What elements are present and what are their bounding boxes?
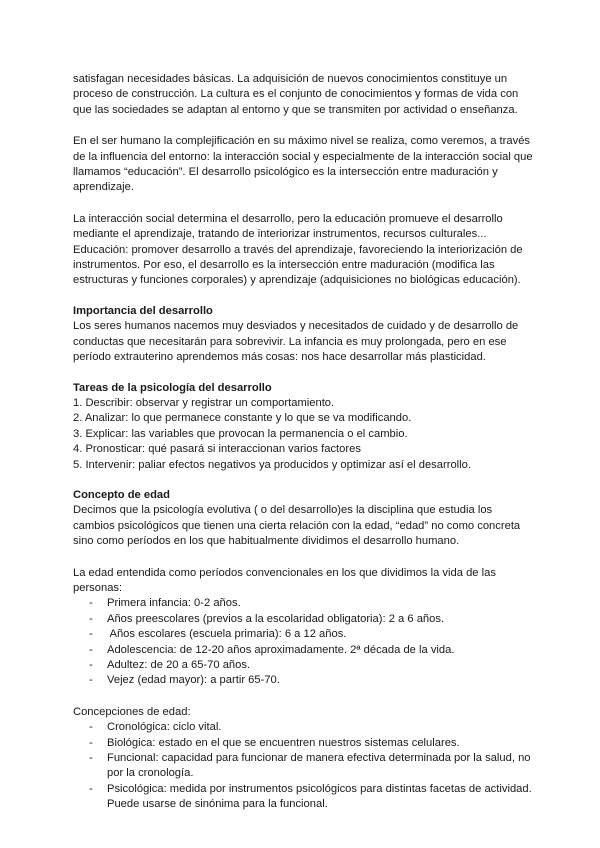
list-item: - Cronológica: ciclo vital. [73,720,533,735]
tareas-list [73,396,533,473]
heading-tareas: Tareas de la psicología del desarrollo [73,381,272,394]
list-item: - Biológica: estado en el que se encuentren nuestros sistemas celulares. [73,736,533,751]
intro-paragraph-3: La interacción social determina el desarrollo, pero la educación promueve el desarrollo mediante el aprendizaje, tratando de interiorizar instrumentos, recursos culturales... Educación: promover desarrollo a través del aprendizaje, favoreciendo la interiorización de instrumentos. Por eso, el desarrollo es la intersección entre maduración (modifica las estructuras y funciones corporales) y aprendizaje (adquisiciones no biológicas educación). [73,212,523,287]
list-item: 4. Pronosticar: qué pasará si interaccionan varios factores [73,443,361,456]
list-item: - Adultez: de 20 a 65-70 años. [73,658,533,673]
periods-list [73,596,533,688]
list-item: - Psicológica: medida por instrumentos psicológicos para distintas facetas de actividad. Puede usarse de sinónima para la funcional. [73,782,533,813]
list-item: 1. Describir: observar y registrar un comportamiento. [73,396,335,409]
concepciones-intro: Concepciones de edad: [73,705,191,718]
list-item: - Funcional: capacidad para funcionar de manera efectiva determinada por la salud, no por la cronología. [73,751,533,782]
intro-paragraph-1: satisfagan necesidades básicas. La adquisición de nuevos conocimientos constituye un proceso de construcción. La cultura es el conjunto de conocimientos y formas de vida con que las sociedades se adaptan al entorno y que se transmiten por actividad o enseñanza. [73,73,519,116]
list-item: 3. Explicar: las variables que provocan la permanencia o el cambio. [73,427,408,440]
edad-paragraph: Decimos que la psicología evolutiva ( o del desarrollo)es la disciplina que estudia los cambios psicológicos que tienen una cierta relación con la edad, “edad” no como concreta sino como períodos en los que habitualmente dividimos el desarrollo humano. [73,504,521,548]
list-item: 2. Analizar: lo que permanece constante y lo que se va modificando. [73,412,412,425]
heading-importancia: Importancia del desarrollo [73,304,213,317]
list-item: - Adolescencia: de 12-20 años aproximadamente. 2ª década de la vida. [73,643,533,658]
intro-paragraph-2: En el ser humano la complejificación en su máximo nivel se realiza, como veremos, a través de la influencia del entorno: la interacción social y especialmente de la interacción social que llamamos “educación”. El desarrollo psicológico es la intersección entre maduración y aprendizaje. [73,135,533,194]
document-page [73,72,533,813]
list-item: - Vejez (edad mayor): a partir 65-70. [73,673,533,688]
list-item: - Primera infancia: 0-2 años. [73,596,533,611]
importancia-paragraph: Los seres humanos nacemos muy desviados y necesitados de cuidado y de desarrollo de conductas que necesitarán para sobrevivir. La infancia es muy prolongada, pero en ese período extrauterino aprendemos más cosas: nos hace desarrollar más plasticidad. [73,320,519,364]
periods-intro: La edad entendida como períodos convencionales en los que dividimos la vida de las personas: [73,566,496,594]
heading-edad: Concepto de edad [73,488,170,501]
list-item: - Años preescolares (previos a la escolaridad obligatoria): 2 a 6 años. [73,612,533,627]
list-item: - Años escolares (escuela primaria): 6 a 12 años. [73,627,533,642]
list-item: 5. Intervenir: paliar efectos negativos ya producidos y optimizar así el desarrollo. [73,458,471,471]
concepciones-list [73,720,533,812]
